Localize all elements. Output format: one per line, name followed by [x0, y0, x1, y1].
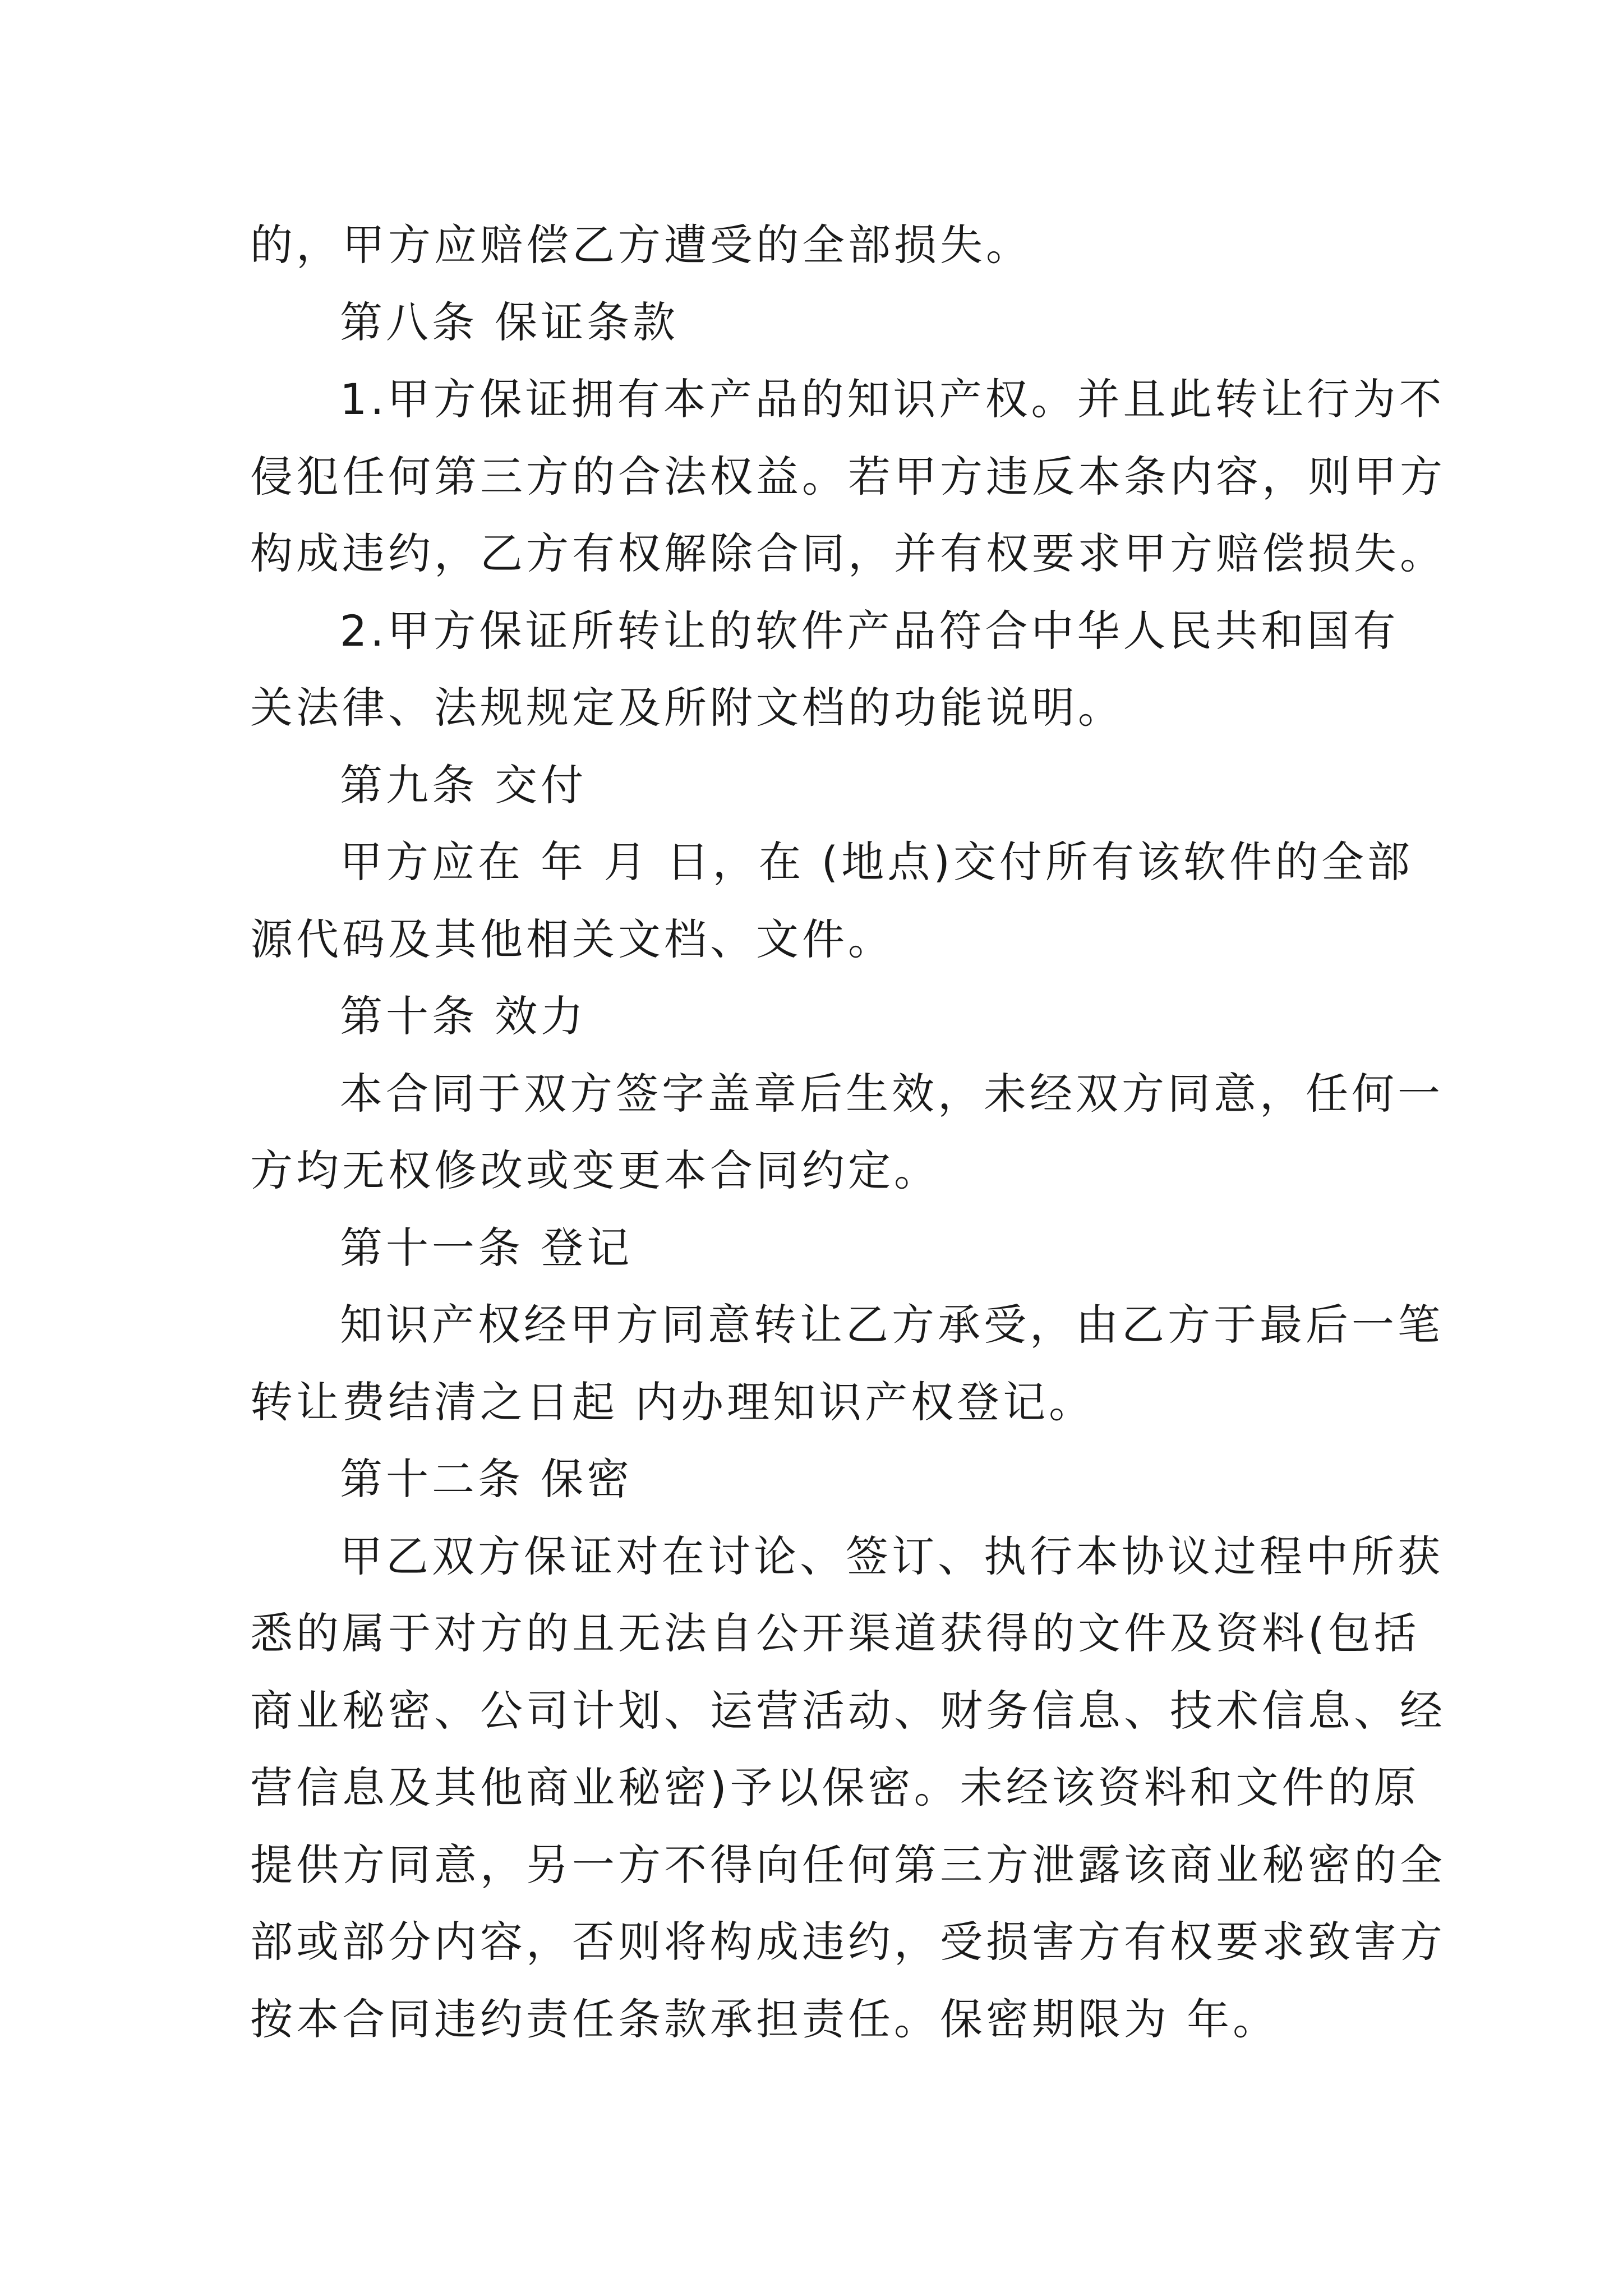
text-line: 营信息及其他商业秘密)予以保密。未经该资料和文件的原: [250, 1763, 1420, 1812]
text-line: 方均无权修改或变更本合同约定。: [250, 1145, 940, 1195]
text-line: 本合同于双方签字盖章后生效，未经双方同意，任何一: [340, 1068, 1444, 1119]
text-line: 部或部分内容，否则将构成违约，受损害方有权要求致害方: [250, 1917, 1446, 1967]
section-heading-8: 第八条 保证条款: [340, 297, 679, 347]
text-line: 2.甲方保证所转让的软件产品符合中华人民共和国有: [340, 605, 1399, 656]
text-line: 侵犯任何第三方的合法权益。若甲方违反本条内容，则甲方: [250, 451, 1446, 501]
section-heading-10: 第十条 效力: [340, 991, 587, 1041]
text-line: 知识产权经甲方同意转让乙方承受，由乙方于最后一笔: [340, 1300, 1444, 1350]
text-line: 构成违约，乙方有权解除合同，并有权要求甲方赔偿损失。: [250, 528, 1446, 578]
text-line: 源代码及其他相关文档、文件。: [250, 914, 894, 964]
text-line: 关法律、法规规定及所附文档的功能说明。: [250, 683, 1124, 733]
text-line: 的，甲方应赔偿乙方遭受的全部损失。: [250, 220, 1032, 270]
text-line: 按本合同违约责任条款承担责任。保密期限为 年。: [250, 1994, 1279, 2044]
text-line: 悉的属于对方的且无法自公开渠道获得的文件及资料(包括: [250, 1608, 1420, 1658]
text-line: 商业秘密、公司计划、运营活动、财务信息、技术信息、经: [250, 1685, 1446, 1736]
section-heading-11: 第十一条 登记: [340, 1222, 633, 1273]
text-line: 转让费结清之日起 内办理知识产权登记。: [250, 1377, 1095, 1427]
text-line: 甲乙双方保证对在讨论、签订、执行本协议过程中所获: [340, 1531, 1444, 1581]
text-line: 甲方应在 年 月 日，在 (地点)交付所有该软件的全部: [340, 837, 1413, 887]
section-heading-9: 第九条 交付: [340, 760, 587, 810]
text-line: 提供方同意，另一方不得向任何第三方泄露该商业秘密的全: [250, 1839, 1446, 1890]
section-heading-12: 第十二条 保密: [340, 1454, 633, 1504]
text-line: 1.甲方保证拥有本产品的知识产权。并且此转让行为不: [340, 374, 1445, 424]
document-body: [250, 206, 1446, 2058]
